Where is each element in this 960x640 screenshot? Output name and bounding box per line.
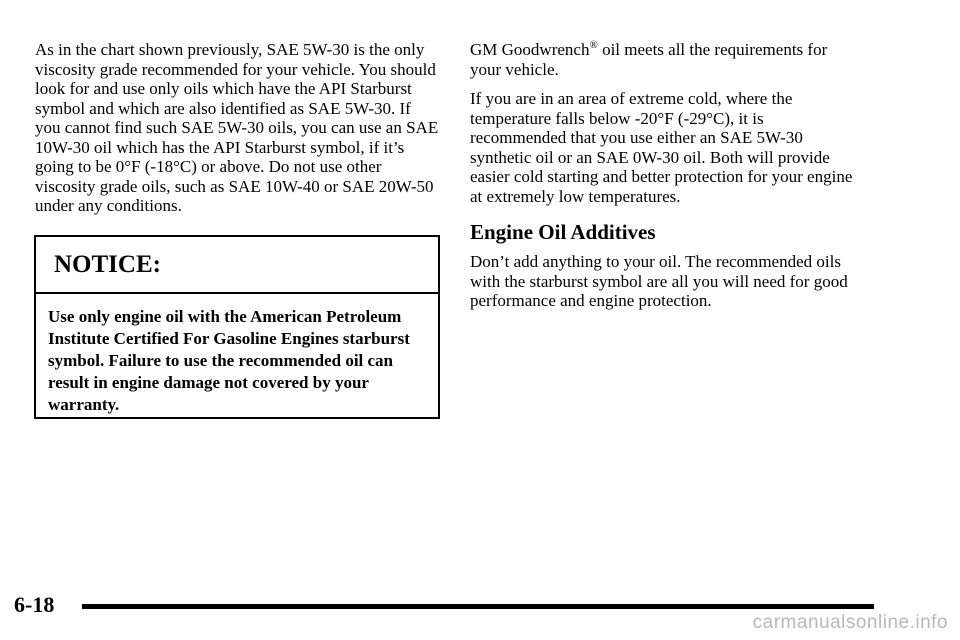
goodwrench-paragraph <box>470 40 860 79</box>
page-number: 6-18 <box>14 592 55 617</box>
footer-rule <box>82 604 874 609</box>
notice-title: NOTICE: <box>36 237 438 294</box>
watermark: carmanualsonline.info <box>752 612 948 633</box>
extreme-cold-paragraph: If you are in an area of extreme cold, where the temperature falls below -20°F (-29°C), it is recommended that you use either an SAE 5W-30 synthetic oil or an SAE 0W-30 oil. Both will provide easier cold starting and better protection for your engine at extremely low temperatures. <box>470 89 853 206</box>
right-column <box>470 40 860 321</box>
section-heading: Engine Oil Additives <box>470 220 656 244</box>
notice-body: Use only engine oil with the American Petroleum Institute Certified For Gasoline Engines starburst symbol. Failure to use the recommended oil can result in engine damage not covered by your warranty. <box>48 307 410 414</box>
goodwrench-text: oil meets all the requirements for your vehicle. <box>470 40 828 79</box>
notice-box <box>34 235 440 419</box>
registered-mark: ® <box>589 39 598 51</box>
left-column <box>35 40 440 216</box>
brand-name: GM Goodwrench <box>470 40 590 59</box>
additives-paragraph: Don’t add anything to your oil. The recommended oils with the starburst symbol are all you will need for good performance and engine protection. <box>470 252 848 310</box>
viscosity-paragraph: As in the chart shown previously, SAE 5W-30 is the only viscosity grade recommended for your vehicle. You should look for and use only oils which have the API Starburst symbol and which are also identified as SAE 5W-30. If you cannot find such SAE 5W-30 oils, you can use an SAE 10W-30 oil which has the API Starburst symbol, if it’s going to be 0°F (-18°C) or above. Do not use other viscosity grade oils, such as SAE 10W-40 or SAE 20W-50 under any conditions. <box>35 40 439 215</box>
